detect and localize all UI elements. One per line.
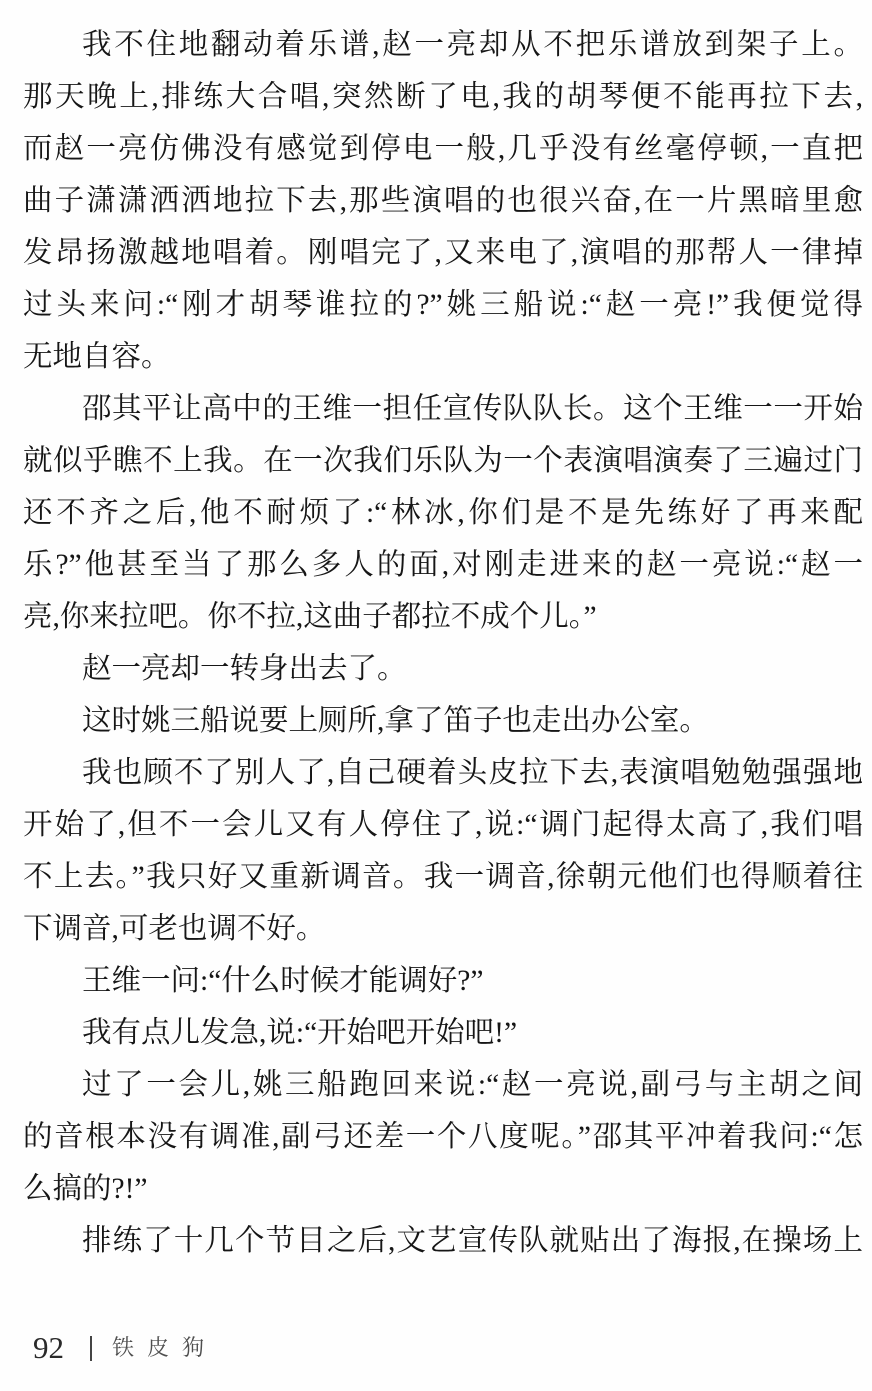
paragraph: [23, 1215, 863, 1267]
footer-separator: [90, 1336, 92, 1361]
text-line: 排练了十几个节目之后,文艺宣传队就贴出了海报,在操场上: [82, 1225, 863, 1257]
paragraph: [23, 1007, 863, 1059]
text-line: 过头来问:“刚才胡琴谁拉的?”姚三船说:“赵一亮!”我便觉得: [23, 289, 863, 321]
paragraph: [23, 695, 863, 747]
text-line: 这时姚三船说要上厕所,拿了笛子也走出办公室。: [82, 705, 709, 737]
text-line: 我不住地翻动着乐谱,赵一亮却从不把乐谱放到架子上。: [82, 29, 863, 61]
text-line: 就似乎瞧不上我。在一次我们乐队为一个表演唱演奏了三遍过门: [23, 445, 863, 477]
paragraph: [23, 643, 863, 695]
text-line: 么搞的?!”: [23, 1173, 148, 1205]
page-footer: [33, 1330, 217, 1366]
paragraph: [23, 383, 863, 643]
paragraph: [23, 1059, 863, 1215]
text-line: 我有点儿发急,说:“开始吧开始吧!”: [82, 1017, 518, 1049]
text-line: 还不齐之后,他不耐烦了:“林冰,你们是不是先练好了再来配: [23, 497, 863, 529]
text-line: 发昂扬激越地唱着。刚唱完了,又来电了,演唱的那帮人一律掉: [23, 237, 863, 269]
text-line: 那天晚上,排练大合唱,突然断了电,我的胡琴便不能再拉下去,: [23, 81, 863, 113]
text-line: 下调音,可老也调不好。: [23, 913, 326, 945]
text-line: 赵一亮却一转身出去了。: [82, 653, 407, 685]
text-line: 王维一问:“什么时候才能调好?”: [82, 965, 484, 997]
text-line: 而赵一亮仿佛没有感觉到停电一般,几乎没有丝毫停顿,一直把: [23, 133, 863, 165]
text-line: 曲子潇潇洒洒地拉下去,那些演唱的也很兴奋,在一片黑暗里愈: [23, 185, 863, 217]
text-line: 的音根本没有调准,副弓还差一个八度呢。”邵其平冲着我问:“怎: [23, 1121, 863, 1153]
text-line: 乐?”他甚至当了那么多人的面,对刚走进来的赵一亮说:“赵一: [23, 549, 863, 581]
text-line: 亮,你来拉吧。你不拉,这曲子都拉不成个儿。”: [23, 601, 597, 633]
page-body: [23, 19, 863, 1267]
book-title: 铁皮狗: [112, 1335, 218, 1360]
text-line: 无地自容。: [23, 341, 171, 373]
paragraph: [23, 955, 863, 1007]
paragraph: [23, 747, 863, 955]
text-line: 开始了,但不一会儿又有人停住了,说:“调门起得太高了,我们唱: [23, 809, 863, 841]
text-line: 我也顾不了别人了,自己硬着头皮拉下去,表演唱勉勉强强地: [82, 757, 863, 789]
text-line: 不上去。”我只好又重新调音。我一调音,徐朝元他们也得顺着往: [23, 861, 863, 893]
paragraph: [23, 19, 863, 383]
page-number: 92: [33, 1330, 64, 1365]
text-line: 过了一会儿,姚三船跑回来说:“赵一亮说,副弓与主胡之间: [82, 1069, 863, 1101]
text-line: 邵其平让高中的王维一担任宣传队队长。这个王维一一开始: [82, 393, 863, 425]
